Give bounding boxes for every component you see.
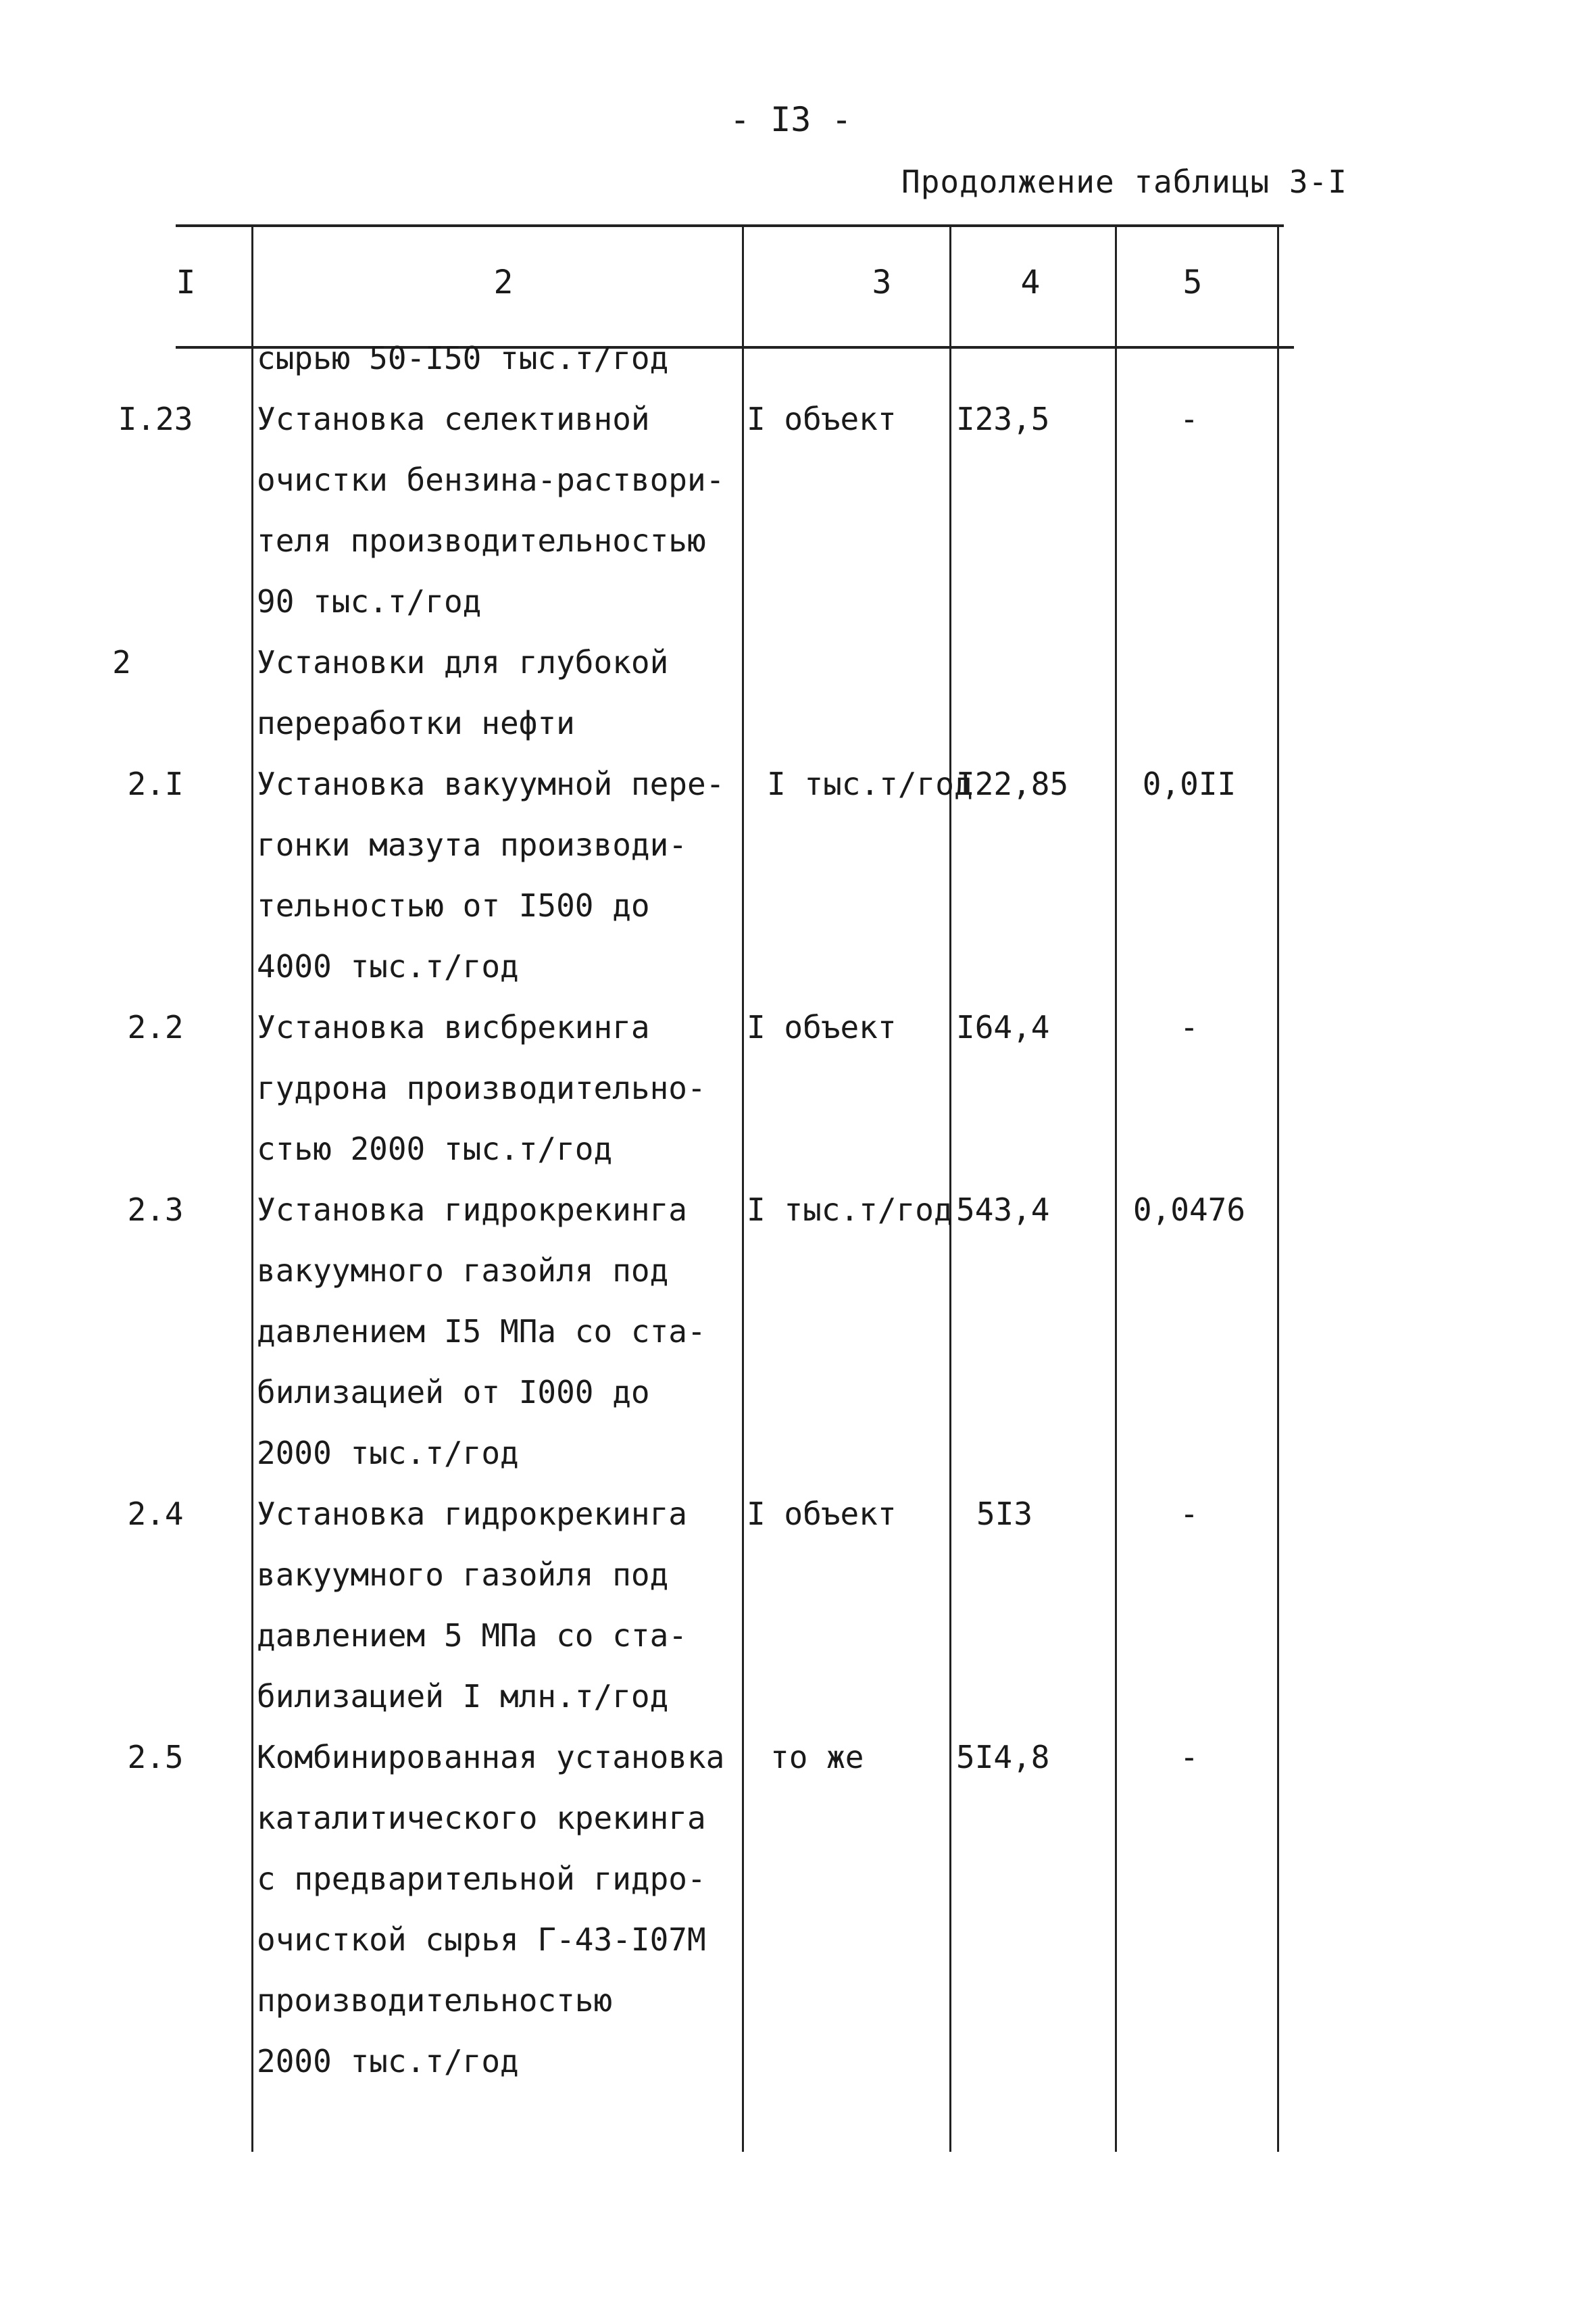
row-unit: I объект [747, 1496, 897, 1532]
row-description-line: 2000 тыс.т/год [257, 1435, 519, 1471]
row-id: I.23 [118, 401, 193, 437]
page-number: - I3 - [730, 100, 852, 139]
header-col-1: I [176, 264, 196, 301]
row-coefficient: - [1180, 1496, 1199, 1532]
row-id: 2.2 [127, 1009, 184, 1045]
row-description-line: давлением 5 МПа со ста- [257, 1617, 687, 1654]
row-description-line: Установка висбрекинга [257, 1009, 650, 1045]
row-description-line: переработки нефти [257, 705, 575, 741]
header-col-3: 3 [872, 264, 892, 301]
carryover-line: сырью 50-I50 тыс.т/год [257, 340, 669, 376]
row-description-line: Установки для глубокой [257, 644, 669, 681]
row-value: 5I3 [976, 1496, 1033, 1532]
row-value: I22,85 [956, 766, 1069, 802]
row-description-line: билизацией от I000 до [257, 1374, 650, 1410]
row-coefficient: - [1180, 401, 1199, 437]
row-description-line: Установка вакуумной пере- [257, 766, 725, 802]
row-unit: I тыс.т/год [747, 1191, 953, 1228]
row-description-line: Установка селективной [257, 401, 650, 437]
row-description-line: Установка гидрокрекинга [257, 1496, 687, 1532]
column-divider-4 [1115, 226, 1117, 2152]
row-description-line: давлением I5 МПа со ста- [257, 1313, 706, 1350]
header-col-2: 2 [493, 264, 514, 301]
row-description-line: гонки мазута производи- [257, 827, 687, 863]
row-description-line: очисткой сырья Г-43-I07М [257, 1921, 706, 1958]
row-description-line: билизацией I млн.т/год [257, 1678, 669, 1715]
row-description-line: вакуумного газойля под [257, 1556, 669, 1593]
row-id: 2.I [127, 766, 184, 802]
row-unit: то же [770, 1739, 864, 1775]
row-description-line: очистки бензина-раствори- [257, 462, 725, 498]
row-description-line: каталитического крекинга [257, 1800, 706, 1836]
row-coefficient: - [1180, 1739, 1199, 1775]
row-coefficient: 0,0476 [1132, 1191, 1246, 1228]
row-id: 2.3 [127, 1191, 184, 1228]
row-description-line: Установка гидрокрекинга [257, 1191, 687, 1228]
row-description-line: тельностью от I500 до [257, 887, 650, 924]
header-col-5: 5 [1182, 264, 1203, 301]
row-id: 2.4 [127, 1496, 184, 1532]
row-coefficient: - [1180, 1009, 1199, 1045]
row-description-line: 90 тыс.т/год [257, 583, 482, 620]
row-description-line: с предварительной гидро- [257, 1861, 706, 1897]
column-divider-2 [742, 226, 744, 2152]
row-description-line: стью 2000 тыс.т/год [257, 1131, 613, 1167]
row-unit: I объект [747, 401, 897, 437]
row-coefficient: 0,0II [1142, 766, 1237, 802]
row-id: 2 [112, 644, 131, 681]
row-unit: I тыс.т/год [767, 766, 973, 802]
header-col-4: 4 [1020, 264, 1041, 301]
row-value: I64,4 [956, 1009, 1050, 1045]
row-value: 543,4 [956, 1191, 1050, 1228]
row-unit: I объект [747, 1009, 897, 1045]
row-description-line: гудрона производительно- [257, 1070, 706, 1106]
row-description-line: 4000 тыс.т/год [257, 948, 519, 985]
row-description-line: Комбинированная установка [257, 1739, 725, 1775]
row-value: I23,5 [956, 401, 1050, 437]
table-top-rule [176, 224, 1284, 227]
row-description-line: теля производительностью [257, 522, 706, 559]
column-divider-5 [1277, 226, 1279, 2152]
row-description-line: 2000 тыс.т/год [257, 2043, 519, 2079]
column-divider-1 [251, 226, 253, 2152]
table-continuation-title: Продолжение таблицы 3-I [901, 164, 1347, 200]
row-description-line: производительностью [257, 1982, 613, 2019]
row-value: 5I4,8 [956, 1739, 1050, 1775]
row-description-line: вакуумного газойля под [257, 1252, 669, 1289]
row-id: 2.5 [127, 1739, 184, 1775]
